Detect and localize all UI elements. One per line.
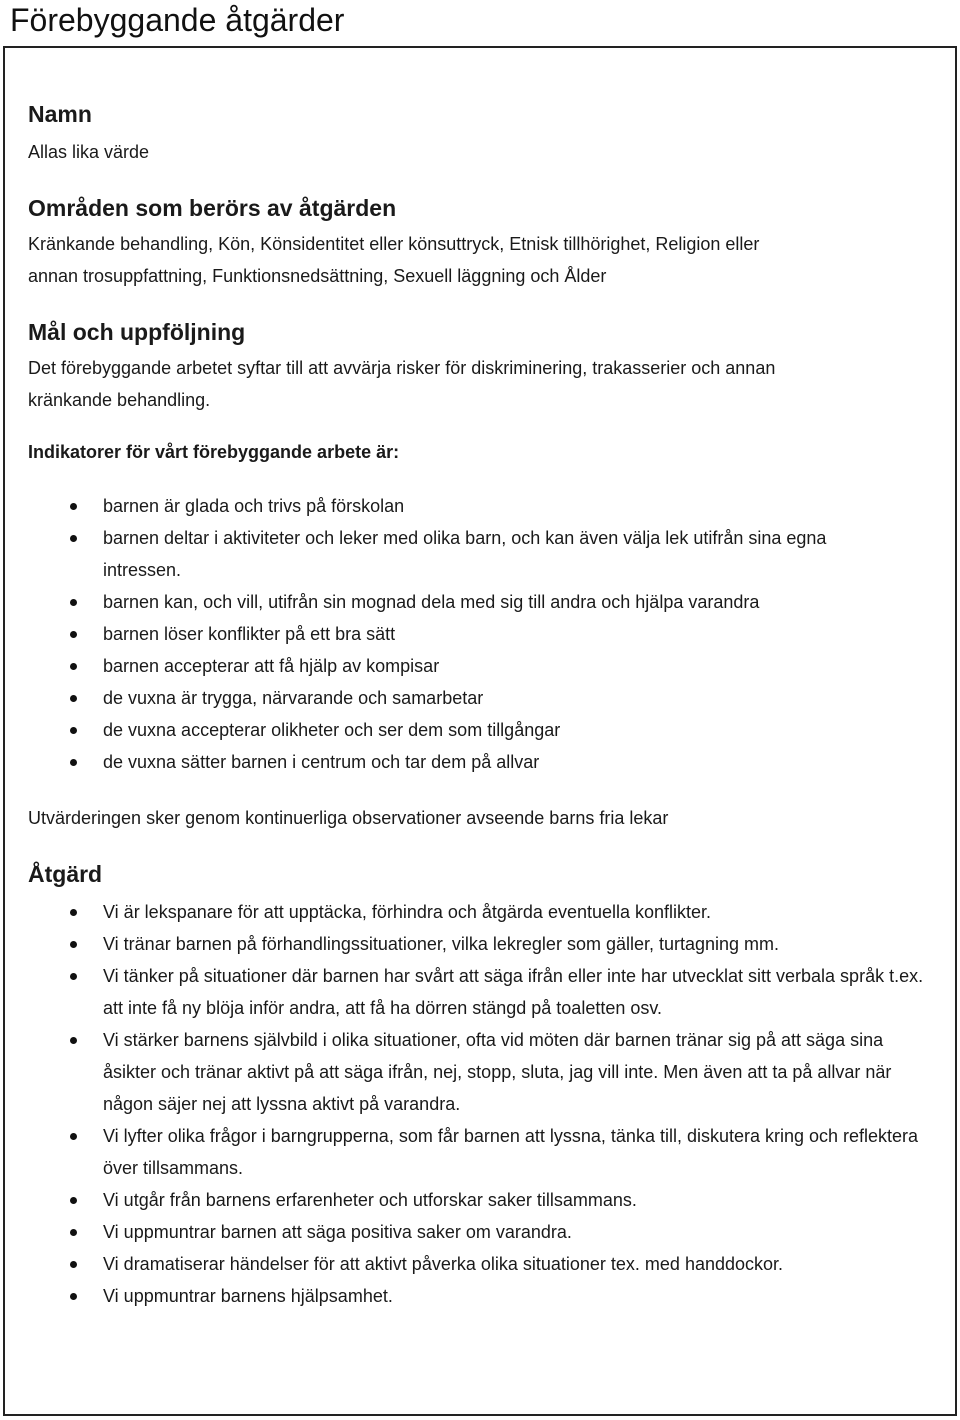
- areas-heading: Områden som berörs av åtgärden: [28, 195, 397, 221]
- evaluation-text: Utvärderingen sker genom kontinuerliga observationer avseende barns fria lekar: [28, 808, 669, 828]
- indicators-list: [28, 490, 928, 778]
- goals-heading: Mål och uppföljning: [28, 319, 246, 345]
- areas-line: Kränkande behandling, Kön, Könsidentitet eller könsuttryck, Etnisk tillhörighet, Religion eller: [28, 234, 760, 254]
- list-item: Vi uppmuntrar barnen att säga positiva saker om varandra.: [28, 1216, 928, 1248]
- list-item: Vi stärker barnens självbild i olika situationer, ofta vid möten där barnen tränar sig på att säga sina åsikter och tränar aktivt på att säga ifrån, nej, stopp, sluta, jag vill inte. Men även att ta på allvar när någon säjer nej att lyssna aktivt på varandra.: [28, 1024, 928, 1120]
- list-item: de vuxna accepterar olikheter och ser dem som tillgångar: [28, 714, 928, 746]
- goals-line: kränkande behandling.: [28, 390, 211, 410]
- list-item: de vuxna är trygga, närvarande och samarbetar: [28, 682, 928, 714]
- list-item: Vi uppmuntrar barnens hjälpsamhet.: [28, 1280, 928, 1312]
- list-item: Vi tänker på situationer där barnen har svårt att säga ifrån eller inte har utvecklat sitt verbala språk t.ex. att inte få ny blöja inför andra, att få ha dörren stängd på toaletten osv.: [28, 960, 938, 1024]
- name-value: Allas lika värde: [28, 142, 150, 162]
- list-item: de vuxna sätter barnen i centrum och tar dem på allvar: [28, 746, 928, 778]
- name-heading: Namn: [28, 101, 92, 127]
- list-item: Vi dramatiserar händelser för att aktivt påverka olika situationer tex. med handdockor.: [28, 1248, 928, 1280]
- goals-line: Det förebyggande arbetet syftar till att avvärja risker för diskriminering, trakasserier och annan: [28, 358, 776, 378]
- areas-line: annan trosuppfattning, Funktionsnedsättning, Sexuell läggning och Ålder: [28, 266, 607, 286]
- list-item: barnen löser konflikter på ett bra sätt: [28, 618, 928, 650]
- list-item: Vi är lekspanare för att upptäcka, förhindra och åtgärda eventuella konflikter.: [28, 896, 928, 928]
- list-item: Vi utgår från barnens erfarenheter och utforskar saker tillsammans.: [28, 1184, 928, 1216]
- list-item: barnen kan, och vill, utifrån sin mognad dela med sig till andra och hjälpa varandra: [28, 586, 928, 618]
- indicators-heading: Indikatorer för vårt förebyggande arbete är:: [28, 442, 400, 462]
- list-item: Vi tränar barnen på förhandlingssituationer, vilka lekregler som gäller, turtagning mm.: [28, 928, 928, 960]
- list-item: barnen är glada och trivs på förskolan: [28, 490, 928, 522]
- action-heading: Åtgärd: [28, 861, 103, 887]
- page-title: Förebyggande åtgärder: [10, 2, 345, 38]
- action-list: [28, 896, 928, 1312]
- list-item: barnen deltar i aktiviteter och leker med olika barn, och kan även välja lek utifrån sina egna intressen.: [28, 522, 928, 586]
- list-item: Vi lyfter olika frågor i barngrupperna, som får barnen att lyssna, tänka till, diskutera kring och reflektera över tillsammans.: [28, 1120, 928, 1184]
- list-item: barnen accepterar att få hjälp av kompisar: [28, 650, 928, 682]
